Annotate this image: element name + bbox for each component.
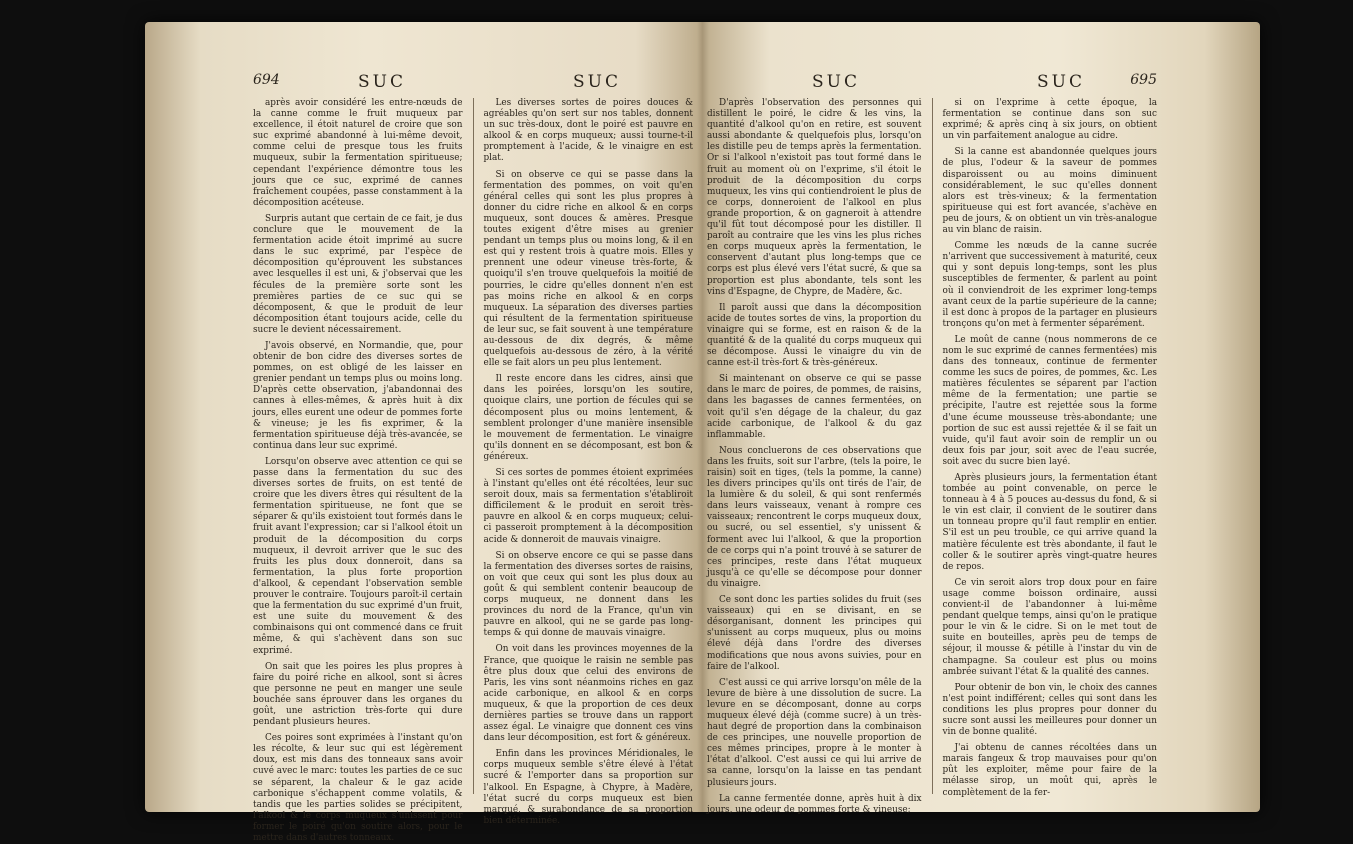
paragraph: D'après l'observation des personnes qui distillent le poiré, le cidre & les vins, la quantité d'alkool qu'on en retire, est souvent aussi abondante & quelquefois plus, lorsqu'on les distille peu de temps après la fermentation. Or si l'alkool n'existoit pas tout formé dans le fruit au moment où on l'exprime, s'il étoit le produit de la décomposition du corps muqueux, les vins qui contiendroient le plus de ce corps, donneroient de l'alkool en plus grande proportion, & on gagneroit à attendre qu'il fût tout décomposé pour les distiller. Il paroît au contraire que les vins les plus riches en corps muqueux après la fermentation, le conservent d'autant plus long-temps que ce corps est plus élevé vers l'état sucré, & que sa proportion est plus abondante, tels sont les vins d'Espagne, de Chypre, de Madère, &c. — [707, 98, 922, 297]
paragraph: Enfin dans les provinces Méridionales, le corps muqueux semble s'être élevé à l'état sucré & l'emporter dans sa proportion sur l'alkool. En Espagne, à Chypre, à Madère, l'état sucré du corps muqueux est bien marqué, & surabondance de sa proportion bien déterminée. — [483, 749, 693, 826]
paragraph: Lorsqu'on observe avec attention ce qui se passe dans la fermentation du suc des diverses sortes de fruits, on est tenté de croire que les divers êtres qui résultent de la fermentation spiritueuse, ne font que se séparer & qu'ils existoient tout formés dans le fruit avant l'expression; car si l'alkool étoit un produit de la décomposition du corps muqueux, il devroit arriver que le suc des fruits les plus doux donneroit, dans sa fermentation, la plus forte proportion d'alkool, & cependant l'observation semble prouver le contraire. Toujours paroît-il certain que la fermentation du suc exprimé d'un fruit, est une suite du mouvement & des combinaisons qui ont commencé dans ce fruit même, & qui s'achèvent dans son suc exprimé. — [253, 456, 463, 656]
paragraph: Surpris autant que certain de ce fait, je dus conclure que le mouvement de la fermentation acide étoit imprimé au sucre dans le suc exprimé, par l'espèce de décomposition qu'éprouvent les substances avec lesquelles il est uni, & j'observai que les fécules de la première sorte sont les premières parties de ce suc qui se décomposent, & que le produit de leur décomposition étant toujours acide, celle du sucre le devient nécessairement. — [253, 213, 463, 335]
paragraph: Après plusieurs jours, la fermentation étant tombée au point convenable, on perce le tonneau à 4 à 5 pouces au-dessus du fond, & si le vin est clair, il convient de le soutirer dans un tonneau propre qu'il faut remplir en entier. S'il est un peu trouble, ce qui arrive quand la matière féculente est très abondante, il faut le coller & le soutirer après vingt-quatre heures de repos. — [942, 473, 1157, 572]
right-header-suc-1: SUC — [812, 72, 860, 92]
paragraph: après avoir considéré les entre-nœuds de la canne comme le fruit muqueux par excellence, il étoit naturel de croire que son suc exprimé abandonné à lui-même devoit, comme celui de presque tous les fruits muqueux, subir la fermentation spiritueuse; cependant l'expérience démontre tous les jours que ce suc, exprimé de cannes fraîchement coupées, passe constamment à la décomposition acéteuse. — [253, 98, 463, 208]
paragraph: Le moût de canne (nous nommerons de ce nom le suc exprimé de cannes fermentées) mis dans des tonneaux, continue de fermenter comme les sucs de poires, de pommes, &c. Les matières féculentes se séparent par l'action même de la fermentation; une partie se précipite, l'autre est rejettée sous la forme d'une écume mousseuse très-abondante; une portion de suc est aussi rejettée & il se fait un vuide, qu'il faut avoir soin de remplir un ou deux fois par jour, soit avec de l'eau sucrée, soit avec du sucre bien layé. — [942, 334, 1157, 467]
left-page-number: 694 — [253, 72, 280, 88]
paragraph: Si maintenant on observe ce qui se passe dans le marc de poires, de pommes, de raisins, dans les bagasses de cannes fermentées, on voit qu'il s'en dégage de la chaleur, du gaz acide carbonique, de l'alkool & du gaz inflammable. — [707, 374, 922, 440]
right-page-column-2 — [942, 98, 1158, 798]
paragraph: Les diverses sortes de poires douces & agréables qu'on sert sur nos tables, donnent un suc très-doux, dont le poiré est pauvre en alkool & en corps muqueux; aussi tourne-t-il promptement à l'acide, & le vinaigre en est plat. — [483, 98, 693, 164]
paragraph: Si la canne est abandonnée quelques jours de plus, l'odeur & la saveur de pommes disparoissent ou au moins diminuent considérablement, le suc qu'elles donnent alors est très-vineux; & la fermentation spiritueuse qui est fort avancée, s'achève en peu de jours, & on obtient un vin très-analogue au vin blanc de raisin. — [942, 147, 1157, 236]
left-running-header — [253, 70, 693, 96]
paragraph: On voit dans les provinces moyennes de la France, que quoique le raisin ne semble pas être plus doux que celui des environs de Paris, les vins sont néanmoins riches en gaz acide carbonique, en alkool & en corps muqueux, & que la proportion de ces deux dernières parties se trouve dans un rapport assez égal. Le vinaigre que donnent ces vins dans leur décomposition, est fort & généreux. — [483, 644, 693, 744]
right-page-number: 695 — [1130, 72, 1157, 88]
right-page — [707, 70, 1157, 815]
paragraph: Pour obtenir de bon vin, le choix des cannes n'est point indifférent; celles qui sont dans les conditions les plus propres pour donner du sucre sont aussi les meilleures pour donner un vin de bonne qualité. — [942, 682, 1157, 738]
left-page-column-1 — [253, 98, 463, 843]
right-running-header — [707, 70, 1157, 96]
column-divider — [932, 98, 933, 794]
paragraph: Nous concluerons de ces observations que dans les fruits, soit sur l'arbre, (tels la poire, le raisin) soit en tiges, (tels la pomme, la canne) les divers principes qu'ils ont tirés de l'air, de la lumière & du soleil, & qui sont renfermés dans leurs vaisseaux, venant à rompre ces vaisseaux; rencontrent le corps muqueux doux, ou sucré, ou sel essentiel, s'y unissent & forment avec lui l'alkool, & que la proportion de ce corps qui n'a point trouvé à se saturer de ces principes, reste dans l'état muqueux jusqu'à ce qu'elle se décompose pour donner du vinaigre. — [707, 445, 922, 589]
paragraph: La canne fermentée donne, après huit à dix jours, une odeur de pommes forte & vineuse; — [707, 793, 922, 815]
paragraph: Si ces sortes de pommes étoient exprimées à l'instant qu'elles ont été récoltées, leur suc seroit doux, mais sa fermentation s'établiroit difficilement & le produit en seroit très-pauvre en alkool & en corps muqueux; celui-ci passeroit promptement à la décomposition acide & donneroit de mauvais vinaigre. — [483, 468, 693, 545]
paragraph: On sait que les poires les plus propres à faire du poiré riche en alkool, sont si âcres que personne ne peut en manger une seule bouchée sans éprouver dans les organes du goût, une astriction très-forte qui dure pendant plusieurs heures. — [253, 661, 463, 728]
left-page — [253, 70, 693, 843]
paragraph: si on l'exprime à cette époque, la fermentation se continue dans son suc exprimé; & après cinq à six jours, on obtient un vin parfaitement analogue au cidre. — [942, 98, 1157, 142]
left-page-column-2 — [483, 98, 694, 826]
paragraph: Si on observe encore ce qui se passe dans la fermentation des diverses sortes de raisins, on voit que ceux qui sont les plus doux au goût & qui semblent contenir beaucoup de corps muqueux, ne donnent dans les provinces du nord de la France, qu'un vin pauvre en alkool, qui ne se garde pas long-temps & qui donne de mauvais vinaigre. — [483, 550, 693, 639]
paragraph: Comme les nœuds de la canne sucrée n'arrivent que successivement à maturité, ceux qui y sont depuis long-temps, sont les plus susceptibles de fermenter, & parlent au point où il conviendroit de les exprimer long-temps avant ceux de la partie supérieure de la canne; il est donc à propos de la partager en plusieurs tronçons qu'on met à fermenter séparément. — [942, 241, 1157, 329]
paragraph: J'avois observé, en Normandie, que, pour obtenir de bon cidre des diverses sortes de pommes, on est obligé de les laisser en grenier pendant un temps plus ou moins long. D'après cette observation, j'abandonnai des cannes à elles-mêmes, & après huit à dix jours, elles eurent une odeur de pommes forte & vineuse; je les fis exprimer, & la fermentation spiritueuse déjà très-avancée, se continua dans leur suc exprimé. — [253, 340, 463, 451]
open-book-spread — [145, 22, 1260, 843]
paragraph: C'est aussi ce qui arrive lorsqu'on mêle de la levure de bière à une dissolution de sucre. La levure en se décomposant, donne au corps muqueux élevé déjà (comme sucre) à un très-haut degré de proportion dans la combinaison de ces principes, une nouvelle proportion de ces mêmes principes, propre à le monter à l'état d'alkool. C'est aussi ce qui lui arrive de sa canne, lorsqu'on la laisse en tas pendant plusieurs jours. — [707, 677, 922, 788]
paragraph: Ces poires sont exprimées à l'instant qu'on les récolte, & leur suc qui est légèrement doux, est mis dans des tonneaux sans avoir cuvé avec le marc: toutes les parties de ce suc se séparent, la chaleur & le gaz acide carbonique s'échappent comme volatils, & tandis que les parties solides se précipitent, l'alkool & le corps muqueux s'unissent pour former le poiré qu'on soutire alors, pour le mettre dans d'autres tonneaux. — [253, 733, 463, 843]
left-header-suc-1: SUC — [358, 72, 406, 92]
left-header-suc-2: SUC — [573, 72, 621, 92]
paragraph: Il reste encore dans les cidres, ainsi que dans les poirées, lorsqu'on les soutire, quoique clairs, une portion de fécules qui se décomposent plus ou moins lentement, & semblent prolonger d'une manière insensible le mouvement de fermentation. Le vinaigre qu'ils donnent en se décomposant, est bon & généreux. — [483, 374, 693, 462]
column-divider — [473, 98, 474, 794]
paragraph: Ce sont donc les parties solides du fruit (ses vaisseaux) qui en se divisant, en se désorganisant, donnent les principes qui s'unissent au corps muqueux, plus ou moins élevé déjà dans l'ordre des diverses modifications que nous avons suivies, pour en faire de l'alkool. — [707, 595, 922, 672]
right-page-column-1 — [707, 98, 922, 815]
right-header-suc-2: SUC — [1037, 72, 1085, 92]
paragraph: Ce vin seroit alors trop doux pour en faire usage comme boisson ordinaire, aussi convient-il de l'abandonner à lui-même pendant quelque temps, ainsi qu'on le pratique pour le vin & le cidre. Si on le met tout de suite en bouteilles, après peu de temps de séjour, il mousse & pétille à l'instar du vin de champagne. Sa couleur est plus ou moins ambrée suivant l'état & la qualité des cannes. — [942, 577, 1157, 677]
paragraph: J'ai obtenu de cannes récoltées dans un marais fangeux & trop mauvaises pour qu'on pût les exploiter, même pour faire de la mélasse sirop, un moût qui, après le complètement de la fer- — [942, 743, 1157, 798]
paragraph: Il paroît aussi que dans la décomposition acide de toutes sortes de vins, la proportion du vinaigre qui se forme, est en raison & de la quantité & de la qualité du corps muqueux qui se décompose. Aussi le vinaigre du vin de canne est-il très-fort & très-généreux. — [707, 302, 922, 369]
paragraph: Si on observe ce qui se passe dans la fermentation des pommes, on voit qu'en général celles qui sont les plus propres à donner du cidre riche en alkool & en corps muqueux, sont douces & amères. Presque toutes exigent d'être mises au grenier pendant un temps plus ou moins long, & il en est qui y restent trois à quatre mois. Elles y prennent une odeur vineuse très-forte, & quoiqu'il s'en trouve quelquefois la moitié de pourries, le cidre qu'elles donnent n'en est pas moins riche en alkool & en corps muqueux. La séparation des diverses parties qui résultent de la fermentation spiritueuse de leur suc, se fait souvent à une température au-dessous de dix degrés, & même quelquefois au-dessous de zéro, à la vérité elle se fait alors un peu plus lentement. — [483, 169, 693, 369]
